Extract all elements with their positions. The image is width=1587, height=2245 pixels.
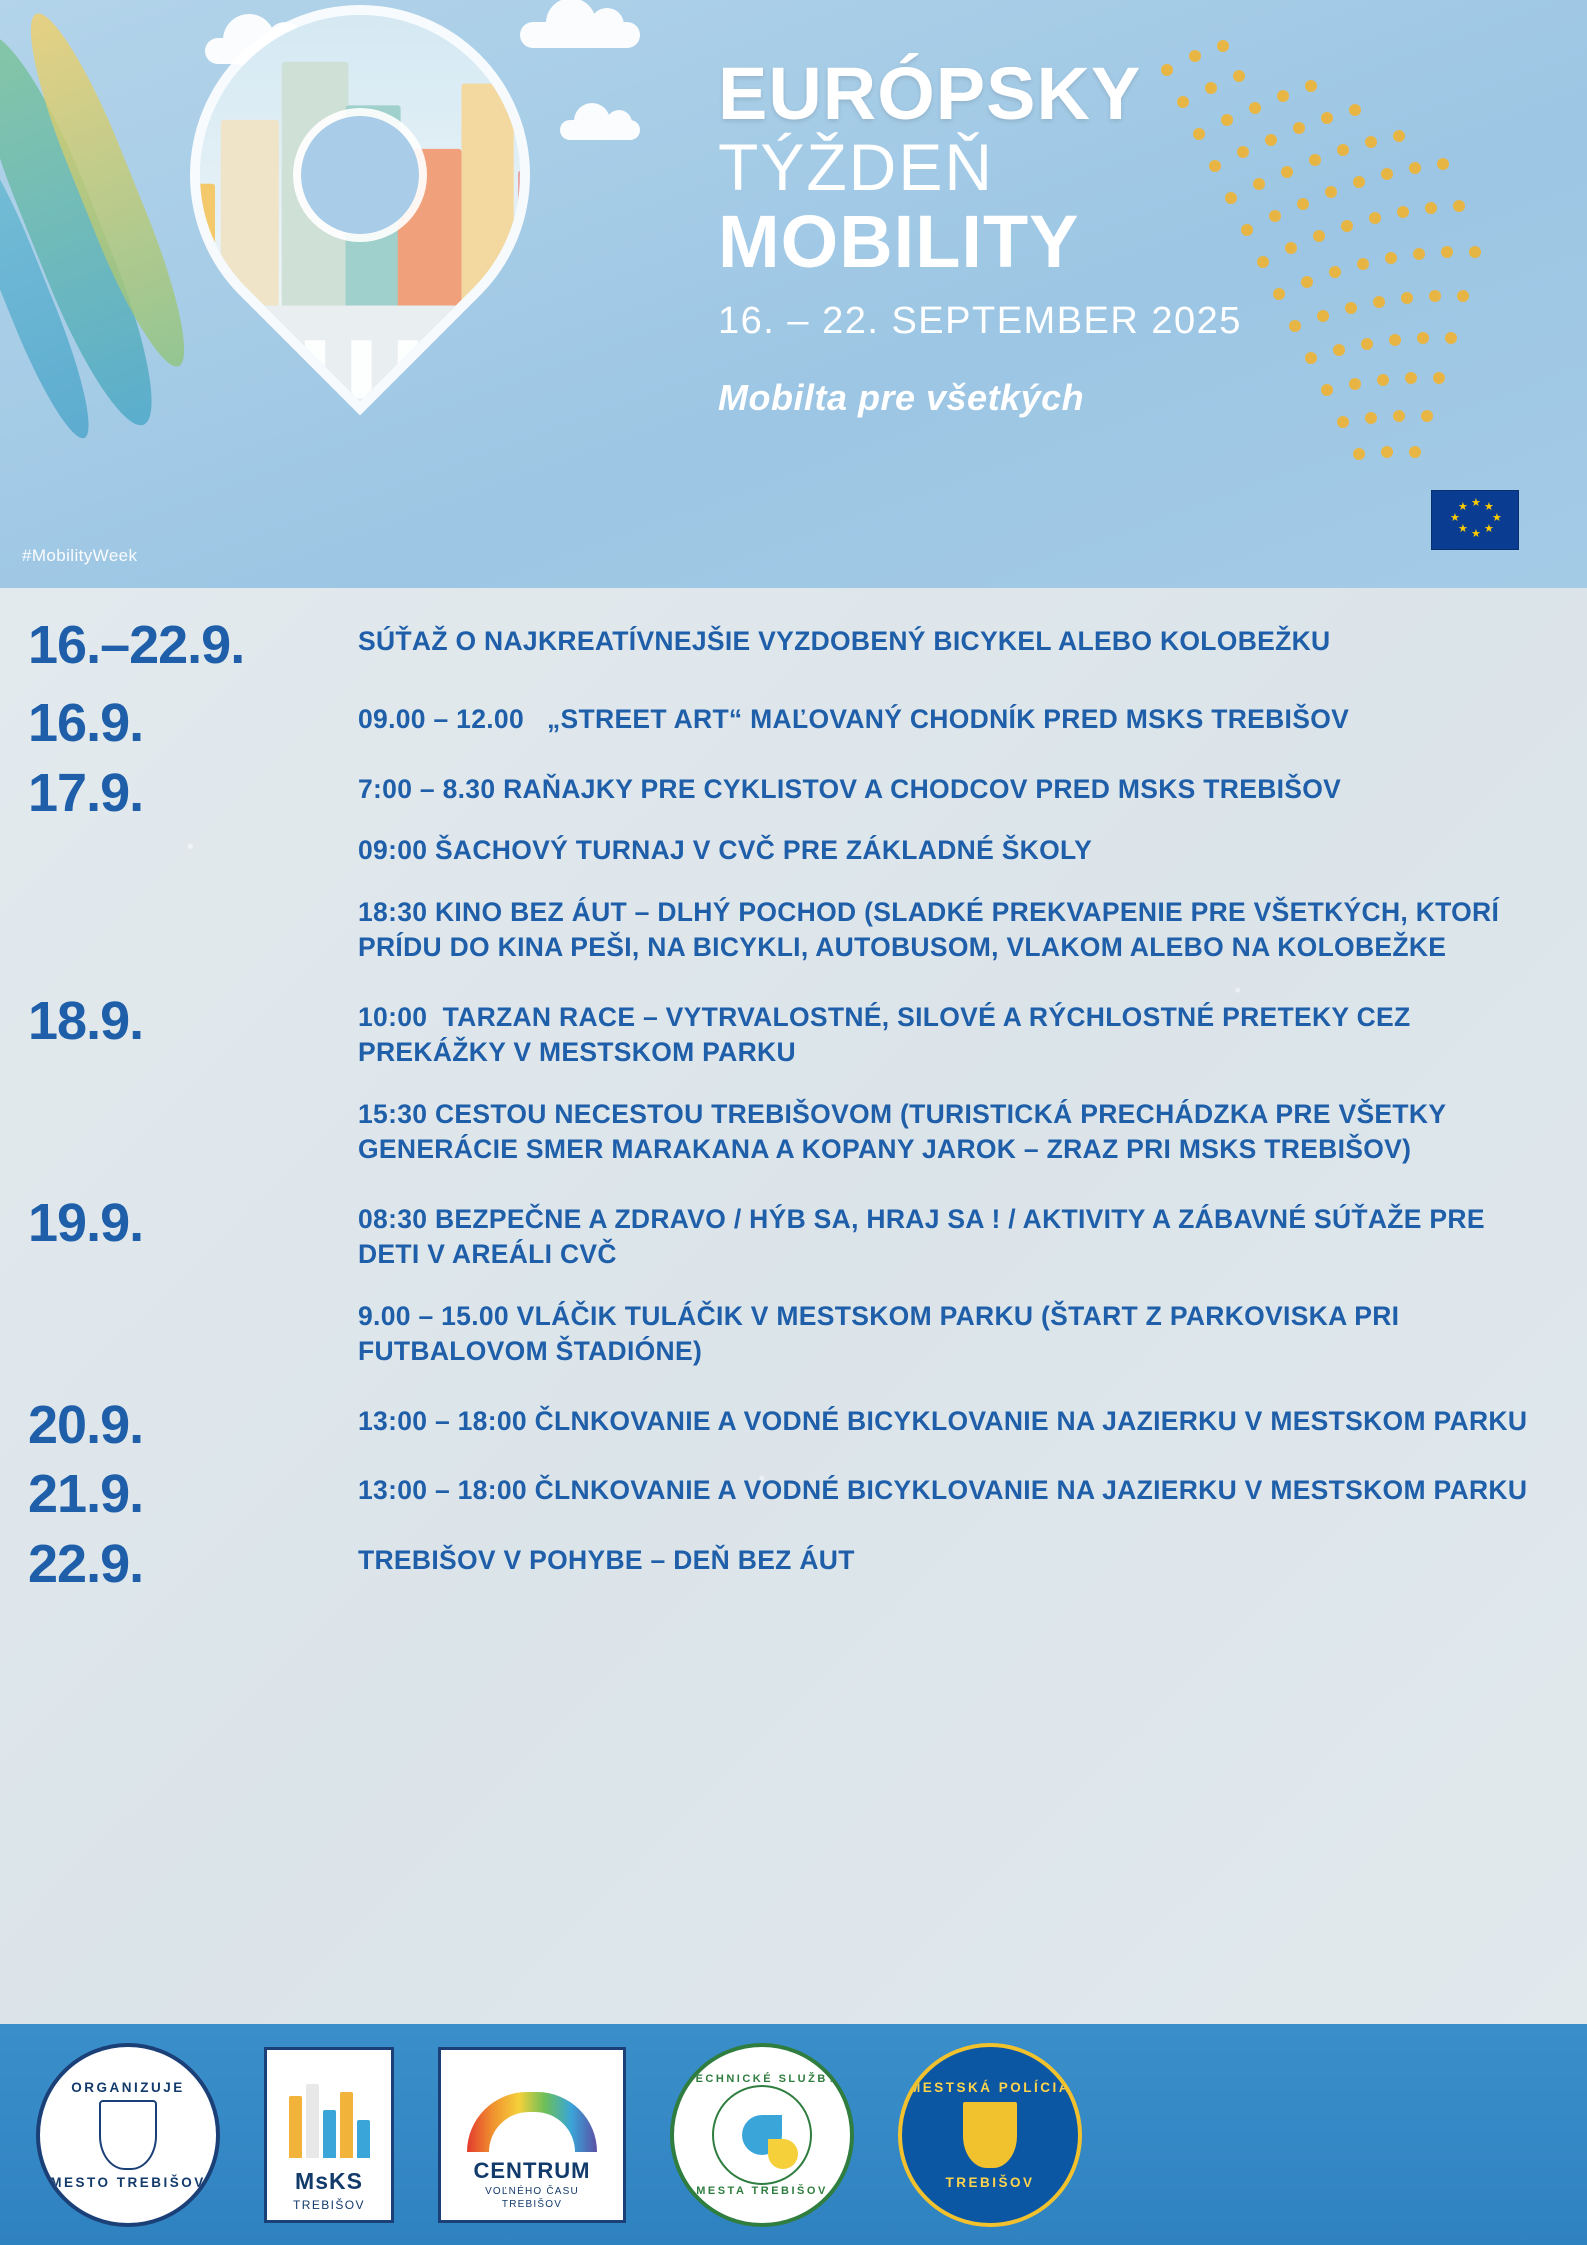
schedule-date: 21.9. <box>28 1464 144 1524</box>
event-time: 13:00 – 18:00 <box>358 1475 527 1505</box>
event-text: ŠACHOVÝ TURNAJ V CVČ PRE ZÁKLADNÉ ŠKOLY <box>434 835 1093 865</box>
event-text: ČLNKOVANIE A VODNÉ BICYKLOVANIE NA JAZIERKU V MESTSKOM PARKU <box>534 1405 1528 1436</box>
logo-mesto-top-text: ORGANIZUJE <box>71 2079 185 2095</box>
centrum-line1: CENTRUM <box>473 2157 591 2183</box>
title-line-3: MOBILITY <box>718 200 1080 284</box>
event-text: TREBIŠOV V POHYBE – DEŇ BEZ ÁUT <box>358 1544 855 1575</box>
event-text: TARZAN RACE – VYTRVALOSTNÉ, SILOVÉ A RÝCHLOSTNÉ PRETEKY CEZ PREKÁŽKY V MESTSKOM PARKU <box>358 1001 1411 1067</box>
logo-mestska-policia <box>898 2043 1082 2227</box>
schedule-events <box>358 616 1547 660</box>
schedule-row <box>0 1535 1587 1605</box>
event-text: „STREET ART“ MAĽOVANÝ CHODNÍK PRED MSKS TREBIŠOV <box>547 704 1350 734</box>
schedule-event <box>358 1202 1547 1273</box>
schedule-events <box>358 1194 1547 1396</box>
campaign-slogan: Mobilta pre všetkých <box>718 376 1085 418</box>
police-shield-icon <box>961 2100 1019 2170</box>
schedule-row <box>0 1396 1587 1466</box>
schedule-event <box>358 895 1547 966</box>
schedule-event <box>358 772 1547 808</box>
schedule-date: 20.9. <box>28 1394 144 1455</box>
schedule-events <box>358 992 1547 1194</box>
schedule-row <box>0 1194 1587 1396</box>
event-text: SÚŤAŽ O NAJKREATÍVNEJŠIE VYZDOBENÝ BICYKEL ALEBO KOLOBEŽKU <box>358 626 1331 656</box>
centrum-line2: VOĽNÉHO ČASU <box>485 2185 579 2197</box>
event-time: 10:00 <box>358 1001 428 1032</box>
pin-hole <box>301 116 419 234</box>
event-text: RAŇAJKY PRE CYKLISTOV A CHODCOV PRED MSKS TREBIŠOV <box>503 773 1342 804</box>
msks-bars-icon <box>289 2084 370 2158</box>
title-line-2: TÝŽDEŇ <box>718 129 994 204</box>
police-bottom-text: TREBIŠOV <box>945 2174 1035 2190</box>
ts-bottom-text: MESTA TREBIŠOV <box>696 2184 828 2197</box>
rainbow-arch-icon <box>467 2092 597 2152</box>
eu-flag-icon: ★ ★ ★ ★ ★ ★ ★ ★ <box>1431 490 1519 550</box>
event-time: 15:30 <box>358 1098 428 1129</box>
event-text: CESTOU NECESTOU TREBIŠOVOM (TURISTICKÁ PRECHÁDZKA PRE VŠETKY GENERÁCIE SMER MARAKANA A KOPANY JAROK – ZRAZ PRI MSKS TREBIŠOV) <box>358 1098 1446 1164</box>
footer-logos <box>0 2024 1587 2245</box>
event-time: 08:30 <box>358 1203 428 1234</box>
schedule-events <box>358 764 1547 992</box>
schedule-events <box>358 1396 1547 1466</box>
event-time: 9.00 – 15.00 <box>358 1300 509 1331</box>
schedule-event <box>358 624 1547 660</box>
title-line-1: EURÓPSKY <box>718 52 1142 135</box>
schedule-event <box>358 833 1547 869</box>
hashtag-label: #MobilityWeek <box>22 546 138 565</box>
event-time: 7:00 – 8.30 <box>358 773 496 804</box>
event-text: BEZPEČNE A ZDRAVO / HÝB SA, HRAJ SA ! / AKTIVITY A ZÁBAVNÉ SÚŤAŽE PRE DETI V AREÁLI CVČ <box>358 1203 1485 1269</box>
schedule-event <box>358 702 1547 738</box>
cloud-icon <box>560 120 640 140</box>
ts-top-text: TECHNICKÉ SLUŽBY <box>686 2072 838 2085</box>
header-banner <box>0 0 1587 588</box>
logo-mesto-bottom-text: MESTO TREBIŠOV <box>50 2174 206 2190</box>
logo-mesto-trebisov <box>36 2043 220 2227</box>
schedule-section <box>0 588 1587 2024</box>
event-time: 09:00 <box>358 835 428 865</box>
schedule-event <box>358 1299 1547 1370</box>
schedule-events <box>358 694 1547 764</box>
campaign-dates: 16. – 22. SEPTEMBER 2025 <box>718 299 1242 342</box>
logo-msks-trebisov <box>264 2047 394 2223</box>
schedule-date: 17.9. <box>28 762 144 823</box>
schedule-events <box>358 1535 1547 1605</box>
msks-line1: MsKS <box>295 2167 363 2194</box>
schedule-date: 16.–22.9. <box>28 615 245 675</box>
event-time: 13:00 – 18:00 <box>358 1405 527 1436</box>
map-pin-shape <box>134 0 587 401</box>
police-top-text: MESTSKÁ POLÍCIA <box>908 2079 1071 2095</box>
schedule-event <box>358 1473 1547 1509</box>
schedule-date: 22.9. <box>28 1533 144 1594</box>
logo-technicke-sluzby <box>670 2043 854 2227</box>
centrum-line3: TREBIŠOV <box>501 2198 563 2210</box>
event-text: VLÁČIK TULÁČIK V MESTSKOM PARKU (ŠTART Z PARKOVISKA PRI FUTBALOVOM ŠTADIÓNE) <box>358 1300 1400 1366</box>
schedule-row <box>0 1465 1587 1535</box>
schedule-row <box>0 694 1587 764</box>
msks-line2: TREBIŠOV <box>293 2197 365 2212</box>
event-text: KINO BEZ ÁUT – DLHÝ POCHOD (SLADKÉ PREKVAPENIE PRE VŠETKÝCH, KTORÍ PRÍDU DO KINA PEŠI, NA BICYKLI, AUTOBUSOM, VLAKOM ALEBO NA KOLOBEŽKE <box>358 896 1500 962</box>
schedule-event <box>358 1543 1547 1579</box>
schedule-event <box>358 1097 1547 1168</box>
schedule-date: 19.9. <box>28 1192 144 1253</box>
banner-title-block <box>718 52 1242 419</box>
schedule-row <box>0 615 1587 675</box>
event-time: 09.00 – 12.00 <box>358 704 524 734</box>
event-text: ČLNKOVANIE A VODNÉ BICYKLOVANIE NA JAZIERKU V MESTSKOM PARKU <box>534 1475 1528 1505</box>
schedule-event <box>358 1404 1547 1440</box>
schedule-date: 18.9. <box>28 990 144 1051</box>
ts-emblem-icon <box>712 2085 812 2185</box>
logo-centrum-volneho-casu <box>438 2047 626 2223</box>
schedule-date: 16.9. <box>28 693 144 753</box>
schedule-event <box>358 1000 1547 1071</box>
mobility-week-pin-illustration <box>150 10 570 570</box>
event-time: 18:30 <box>358 896 428 927</box>
schedule-row <box>0 764 1587 992</box>
schedule-row <box>0 992 1587 1194</box>
schedule-events <box>358 1465 1547 1535</box>
coat-of-arms-icon <box>99 2100 157 2170</box>
